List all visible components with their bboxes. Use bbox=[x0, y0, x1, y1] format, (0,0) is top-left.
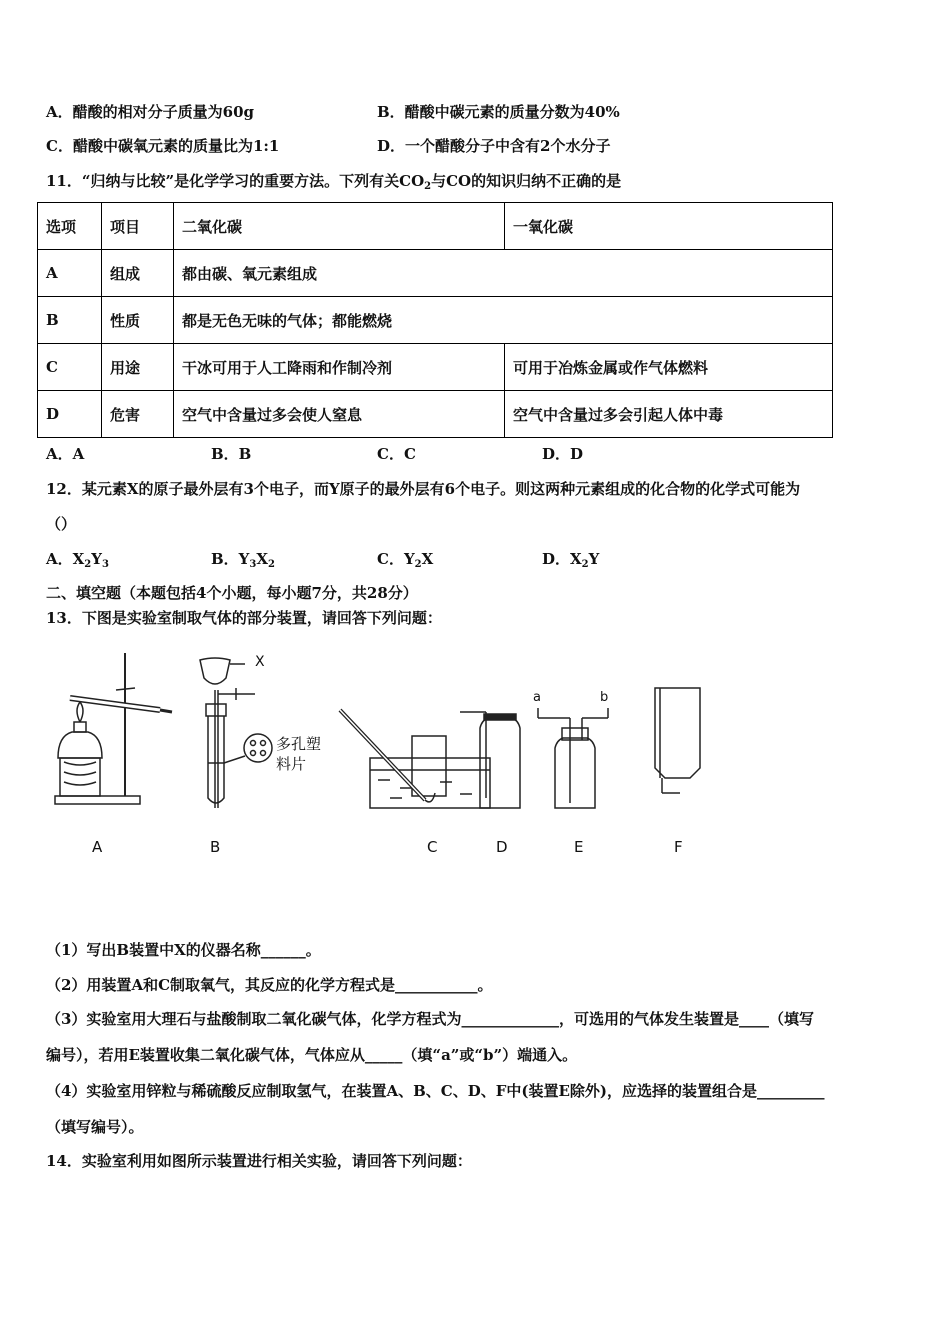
q13-sub2: （2）用装置A和C制取氧气，其反应的化学方程式是___________。 bbox=[46, 976, 493, 994]
q11-option-a: A．A bbox=[46, 445, 85, 463]
q14-stem: 14．实验室利用如图所示装置进行相关实验，请回答下列问题： bbox=[46, 1152, 472, 1170]
figure-label-c: C bbox=[427, 838, 438, 856]
table-cell: 组成 bbox=[102, 250, 174, 297]
q13-sub4-line1: （4）实验室用锌粒与稀硫酸反应制取氢气，在装置A、B、C、D、F中(装置E除外)，应选择的装置组合是_________ bbox=[46, 1082, 825, 1100]
q12-option-d: D．$X_2Y$ bbox=[542, 550, 600, 570]
q12-blank: （） bbox=[46, 515, 77, 533]
comparison-table bbox=[37, 202, 833, 438]
apparatus-a bbox=[55, 653, 172, 804]
table-cell: 性质 bbox=[102, 297, 174, 344]
table-cell: D bbox=[38, 391, 102, 438]
table-cell: 空气中含量过多会使人窒息 bbox=[174, 391, 505, 438]
q11-option-d: D．D bbox=[542, 445, 584, 463]
table-cell: 都是无色无味的气体；都能燃烧 bbox=[174, 297, 833, 344]
table-header-cell: 二氧化碳 bbox=[174, 203, 505, 250]
q13-stem: 13．下图是实验室制取气体的部分装置，请回答下列问题： bbox=[46, 609, 442, 627]
q13-sub3-line2: 编号），若用E装置收集二氧化碳气体，气体应从_____（填“a”或“b”）端通入。 bbox=[46, 1046, 578, 1064]
apparatus-f bbox=[655, 688, 700, 793]
figure-label-f: F bbox=[674, 838, 683, 856]
port-a-label: a bbox=[533, 690, 541, 705]
q12-option-a: A．$X_2Y_3$ bbox=[46, 550, 109, 570]
plate-label-1: 多孔塑 bbox=[276, 735, 322, 753]
apparatus-c bbox=[340, 710, 490, 808]
table-cell: 可用于冶炼金属或作气体燃料 bbox=[505, 344, 833, 391]
table-cell: 用途 bbox=[102, 344, 174, 391]
q11-option-b: B．B bbox=[211, 445, 252, 463]
q11-option-c: C．C bbox=[377, 445, 416, 463]
q10-option-d: D．一个醋酸分子中含有2个水分子 bbox=[377, 137, 611, 155]
figure-label-d: D bbox=[496, 838, 508, 856]
q10-option-b: B．醋酸中碳元素的质量分数为40% bbox=[377, 103, 620, 121]
figure-label-b: B bbox=[210, 838, 221, 856]
table-header-row bbox=[38, 203, 833, 250]
table-cell: 干冰可用于人工降雨和作制冷剂 bbox=[174, 344, 505, 391]
table-row bbox=[38, 250, 833, 297]
q10-option-a: A．醋酸的相对分子质量为60g bbox=[46, 103, 255, 121]
q12-option-b: B．$Y_3X_2$ bbox=[211, 550, 275, 570]
table-cell: 空气中含量过多会引起人体中毒 bbox=[505, 391, 833, 438]
table-header-cell: 一氧化碳 bbox=[505, 203, 833, 250]
q10-option-c: C．醋酸中碳氧元素的质量比为1:1 bbox=[46, 137, 280, 155]
table-header-cell: 项目 bbox=[102, 203, 174, 250]
q11-stem: 11．“归纳与比较”是化学学习的重要方法。下列有关$CO_2$与CO的知识归纳不正确的是 bbox=[46, 172, 622, 192]
table-row bbox=[38, 391, 833, 438]
plate-label-2: 料片 bbox=[276, 755, 307, 773]
table-cell: A bbox=[38, 250, 102, 297]
table-row bbox=[38, 344, 833, 391]
table-row bbox=[38, 297, 833, 344]
table-cell: B bbox=[38, 297, 102, 344]
apparatus-e bbox=[538, 708, 608, 808]
x-label: X bbox=[255, 654, 265, 670]
figure-label-e: E bbox=[574, 838, 584, 856]
q13-sub1: （1）写出B装置中X的仪器名称______。 bbox=[46, 941, 321, 959]
port-b-label: b bbox=[600, 690, 609, 705]
apparatus-b bbox=[200, 658, 272, 808]
q13-sub4-line2: （填写编号）。 bbox=[46, 1118, 144, 1136]
figure-label-a: A bbox=[92, 838, 103, 856]
table-cell: 都由碳、氧元素组成 bbox=[174, 250, 833, 297]
q13-sub3-line1: （3）实验室用大理石与盐酸制取二氧化碳气体，化学方程式为_____________，可选用的气体发生装置是____（填写 bbox=[46, 1010, 814, 1028]
apparatus-figure bbox=[40, 648, 740, 818]
section-heading: 二、填空题（本题包括4个小题，每小题7分，共28分） bbox=[46, 584, 418, 602]
table-header-cell: 选项 bbox=[38, 203, 102, 250]
table-cell: 危害 bbox=[102, 391, 174, 438]
table-cell: C bbox=[38, 344, 102, 391]
q12-stem: 12．某元素X的原子最外层有3个电子，而Y原子的最外层有6个电子。则这两种元素组成的化合物的化学式可能为 bbox=[46, 480, 801, 498]
q12-option-c: C．$Y_2X$ bbox=[377, 550, 434, 570]
